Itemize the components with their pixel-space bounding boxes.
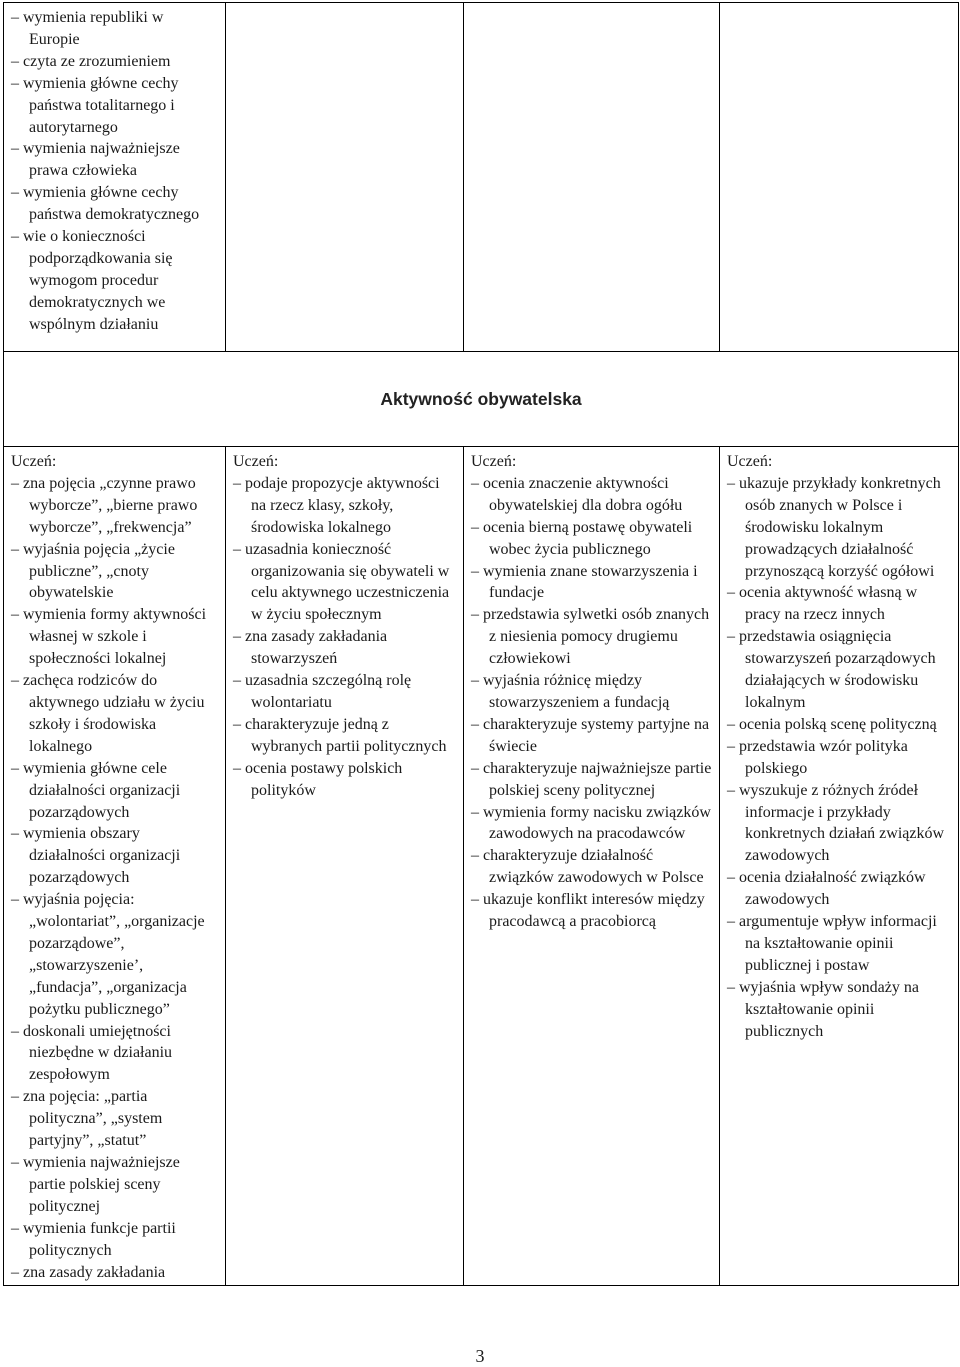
list-item: – zna zasady zakładania bbox=[11, 1263, 166, 1281]
curriculum-table bbox=[3, 2, 959, 1286]
list-item: – uzasadnia konieczność organizowania się obywateli w celu aktywnego uczestniczenia w życiu społecznym bbox=[233, 540, 450, 624]
column-header: Uczeń: bbox=[233, 453, 279, 470]
list-item: – wyjaśnia wpływ sondaży na kształtowanie opinii publicznych bbox=[727, 978, 919, 1040]
list-item: – ukazuje konflikt interesów między pracodawcą a pracobiorcą bbox=[471, 891, 705, 931]
list-item: – zna zasady zakładania stowarzyszeń bbox=[233, 628, 388, 668]
column-header: Uczeń: bbox=[471, 453, 517, 470]
list-item: – przedstawia wzór polityka polskiego bbox=[727, 737, 908, 777]
list-item: – wyjaśnia pojęcia: „wolontariat”, „organizacje pozarządowe”, „stowarzyszenie’, „fundacja”, „organizacja pożytku publicznego” bbox=[11, 891, 205, 1018]
list-item: – wymienia najważniejsze prawa człowieka bbox=[11, 140, 180, 180]
list-item: – wymienia funkcje partii politycznych bbox=[11, 1219, 176, 1259]
list-item: – ocenia znaczenie aktywności obywatelskiej dla dobra ogółu bbox=[471, 474, 683, 514]
table-row-top bbox=[4, 3, 959, 352]
list-item: – zna pojęcia: „partia polityczna”, „system partyjny”, „statut” bbox=[11, 1088, 163, 1150]
list-item: – przedstawia sylwetki osób znanych z niesienia pomocy drugiemu człowiekowi bbox=[471, 606, 710, 668]
list-item: – wymienia formy aktywności własnej w szkole i społeczności lokalnej bbox=[11, 606, 207, 668]
list-item: – wymienia formy nacisku związków zawodowych na pracodawców bbox=[471, 803, 711, 843]
list-item: – wymienia główne cechy państwa totalitarnego i autorytarnego bbox=[11, 74, 179, 136]
list-item: – czyta ze zrozumieniem bbox=[11, 52, 171, 70]
column-header: Uczeń: bbox=[11, 453, 57, 470]
list-item: – wie o konieczności podporządkowania się wymogom procedur demokratycznych we wspólnym działaniu bbox=[11, 228, 173, 333]
list-item: – wyszukuje z różnych źródeł informacje i przykłady konkretnych działań związków zawodowych bbox=[727, 781, 945, 865]
column-header: Uczeń: bbox=[727, 453, 773, 470]
top-cell-col3 bbox=[464, 3, 720, 352]
top-cell-col2 bbox=[226, 3, 464, 352]
list-item: – wymienia republiki w Europie bbox=[11, 9, 164, 48]
section-heading: Aktywność obywatelska bbox=[4, 352, 959, 447]
list-item: – wyjaśnia pojęcia „życie publiczne”, „cnoty obywatelskie bbox=[11, 540, 175, 602]
list-item: – wymienia obszary działalności organizacji pozarządowych bbox=[11, 825, 181, 887]
top-cell-col4 bbox=[720, 3, 959, 352]
list-item: – charakteryzuje działalność związków zawodowych w Polsce bbox=[471, 847, 704, 887]
list-item: – charakteryzuje jedną z wybranych partii politycznych bbox=[233, 715, 447, 755]
content-cell-col3 bbox=[464, 447, 720, 1286]
list-item: – zna pojęcia „czynne prawo wyborcze”, „bierne prawo wyborcze”, „frekwencja” bbox=[11, 474, 198, 536]
content-cell-col2 bbox=[226, 447, 464, 1286]
document-page bbox=[3, 2, 958, 1320]
list-item: – ocenia postawy polskich polityków bbox=[233, 759, 403, 799]
list-item: – zachęca rodziców do aktywnego udziału w życiu szkoły i środowiska lokalnego bbox=[11, 672, 205, 755]
content-cell-col1 bbox=[4, 447, 226, 1286]
list-item: – wyjaśnia różnicę między stowarzyszeniem a fundacją bbox=[471, 672, 670, 711]
top-cell-col1 bbox=[4, 3, 226, 352]
list-item: – wymienia najważniejsze partie polskiej sceny politycznej bbox=[11, 1154, 180, 1215]
list-item: – podaje propozycje aktywności na rzecz klasy, szkoły, środowiska lokalnego bbox=[233, 474, 440, 536]
list-item: – charakteryzuje najważniejsze partie polskiej sceny politycznej bbox=[471, 759, 712, 799]
list-item: – ocenia bierną postawę obywateli wobec życia publicznego bbox=[471, 518, 693, 558]
list-item: – argumentuje wpływ informacji na kształtowanie opinii publicznej i postaw bbox=[727, 913, 937, 974]
list-item: – przedstawia osiągnięcia stowarzyszeń pozarządowych działających w środowisku lokalnym bbox=[727, 628, 936, 711]
table-row-heading bbox=[4, 352, 959, 447]
list-item: – ocenia polską scenę polityczną bbox=[727, 715, 937, 733]
list-item: – wymienia główne cechy państwa demokratycznego bbox=[11, 184, 200, 224]
list-item: – uzasadnia szczególną rolę wolontariatu bbox=[233, 672, 412, 711]
page-number: 3 bbox=[475, 1346, 485, 1366]
list-item: – charakteryzuje systemy partyjne na świecie bbox=[471, 715, 710, 755]
list-item: – wymienia znane stowarzyszenia i fundacje bbox=[471, 562, 698, 602]
content-cell-col4 bbox=[720, 447, 959, 1286]
list-item: – wymienia główne cele działalności organizacji pozarządowych bbox=[11, 759, 181, 821]
table-row-content bbox=[4, 447, 959, 1286]
list-item: – ocenia aktywność własną w pracy na rzecz innych bbox=[727, 584, 918, 624]
list-item: – ukazuje przykłady konkretnych osób znanych w Polsce i środowisku lokalnym prowadzących działalność przynoszącą korzyść ogółowi bbox=[727, 474, 941, 580]
list-item: – doskonali umiejętności niezbędne w działaniu zespołowym bbox=[11, 1022, 173, 1084]
list-item: – ocenia działalność związków zawodowych bbox=[727, 869, 926, 909]
